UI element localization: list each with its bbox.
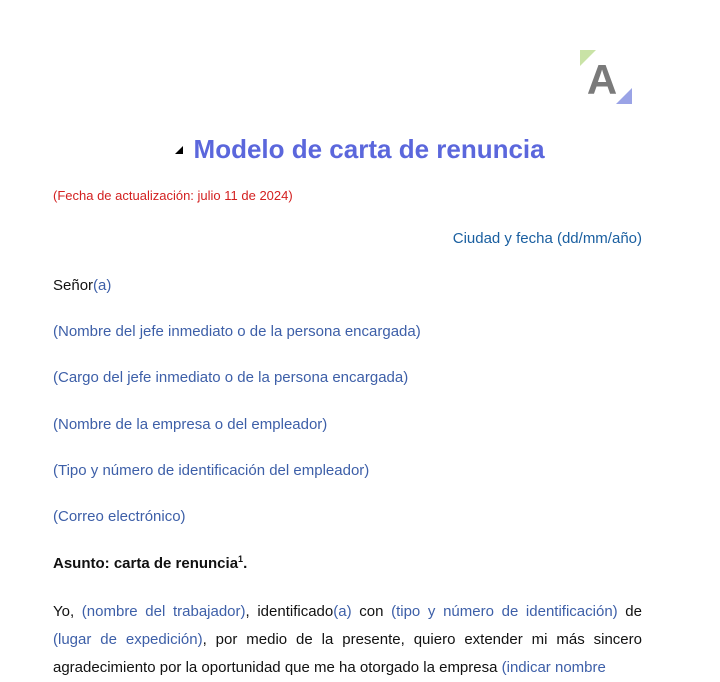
worker-name-placeholder: (nombre del trabajador)	[81, 603, 246, 620]
subject-end: .	[243, 555, 248, 572]
footnote-ref[interactable]: 1	[238, 554, 244, 564]
update-note: (Fecha de actualización: julio 11 de 2024)	[53, 188, 293, 203]
city-date: Ciudad y fecha (dd/mm/año)	[452, 230, 642, 247]
title-row	[0, 134, 720, 165]
recipient-email: (Correo electrónico)	[53, 508, 186, 525]
body-text: Yo,	[53, 603, 82, 620]
body-text: con	[351, 603, 392, 620]
recipient-id: (Tipo y número de identificación del empleador)	[53, 462, 370, 479]
logo-blue-triangle	[616, 88, 632, 104]
issue-place-placeholder: (lugar de expedición)	[53, 631, 203, 648]
body-text: de	[617, 603, 642, 620]
logo-letter: A	[586, 56, 618, 103]
company-placeholder: (indicar nombre	[501, 659, 606, 676]
recipient-name: (Nombre del jefe inmediato o de la persona encargada)	[53, 323, 421, 340]
salutation-suffix: (a)	[93, 277, 112, 294]
subject-line	[53, 554, 247, 572]
recipient-company: (Nombre de la empresa o del empleador)	[53, 416, 328, 433]
page-title: Modelo de carta de renuncia	[193, 134, 545, 164]
body-text: , identificado	[245, 603, 334, 620]
body-text: , por medio de la presente, quiero extender mi más sincero agradecimiento por la oportunidad que me ha otorgado la empresa	[53, 631, 642, 676]
body-paragraph	[53, 598, 642, 682]
salutation-word: Señor	[53, 277, 94, 294]
collapse-triangle-icon[interactable]	[175, 146, 183, 154]
gender-placeholder: (a)	[333, 603, 352, 620]
logo	[578, 48, 634, 106]
recipient-position: (Cargo del jefe inmediato o de la persona encargada)	[53, 369, 409, 386]
subject-label: Asunto: carta de renuncia	[53, 555, 239, 572]
salutation	[53, 277, 111, 294]
id-type-placeholder: (tipo y número de identificación)	[391, 603, 618, 620]
